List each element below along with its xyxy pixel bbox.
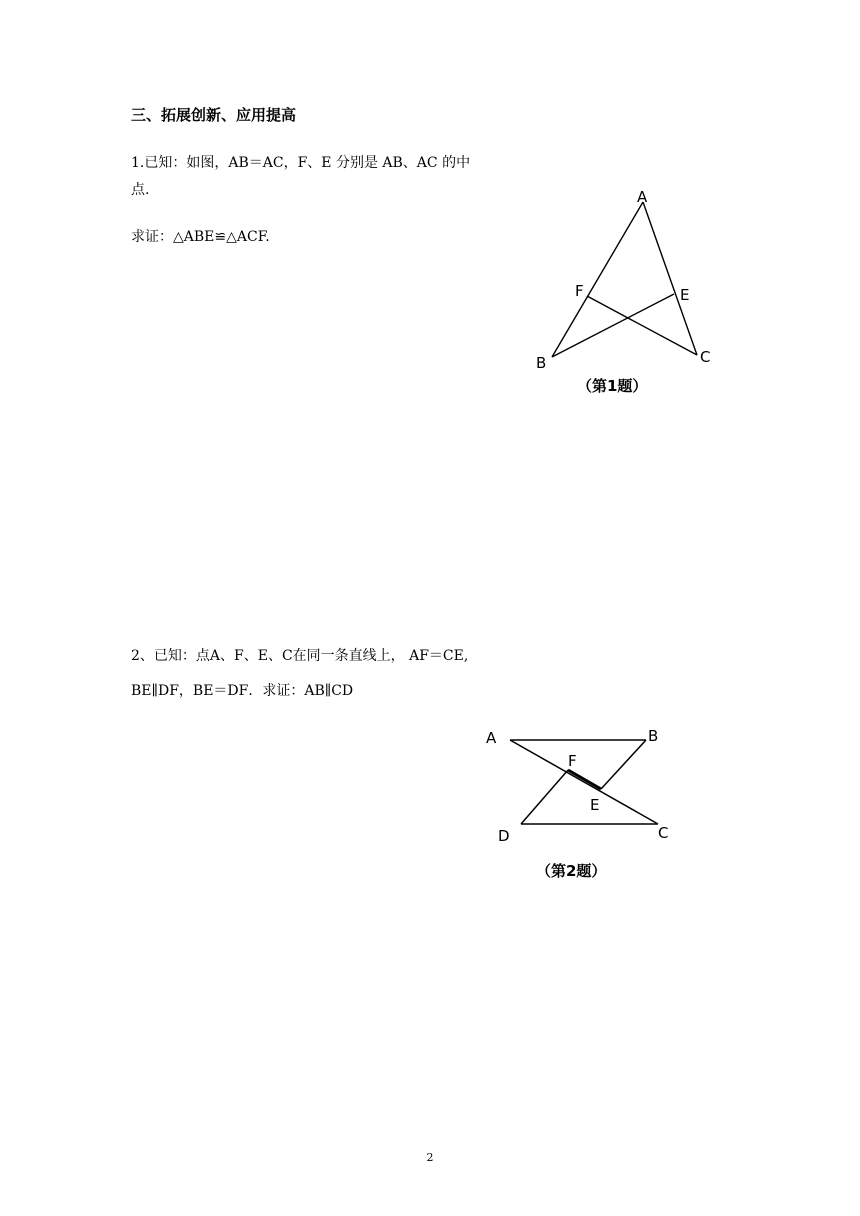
label-c: C (658, 824, 669, 842)
problem-2-given-line-2: BE∥DF，BE＝DF．求证：AB∥CD (131, 683, 354, 699)
figure-2-caption: （第2题） (536, 862, 607, 880)
problem-1-figure (525, 180, 725, 400)
label-f: F (568, 752, 577, 770)
segment-df (521, 770, 568, 824)
label-a: A (637, 188, 648, 206)
problem-1-given-line-1: 1.已知：如图，AB＝AC，F、E 分别是 AB、AC 的中 (131, 155, 471, 171)
page-number: 2 (426, 1151, 434, 1164)
problem-1-given-line-2: 点. (131, 182, 150, 198)
figure-1-caption: （第1题） (577, 377, 648, 395)
label-e: E (680, 286, 690, 304)
problem-2-given-line-1: 2、已知：点A、F、E、C在同一条直线上， AF＝CE, (131, 648, 469, 664)
label-a: A (486, 729, 497, 747)
label-c: C (700, 348, 711, 366)
problem-1-prove: 求证：△ABE≌△ACF. (131, 229, 270, 245)
problem-2-figure (478, 718, 683, 888)
label-b: B (648, 727, 659, 745)
segment-be (601, 740, 646, 789)
label-f: F (575, 282, 584, 300)
label-e: E (590, 796, 600, 814)
label-b: B (536, 354, 547, 372)
label-d: D (498, 827, 510, 845)
segment-cf (587, 296, 697, 355)
section-title: 三、拓展创新、应用提高 (131, 106, 297, 124)
segment-ac (643, 202, 697, 355)
